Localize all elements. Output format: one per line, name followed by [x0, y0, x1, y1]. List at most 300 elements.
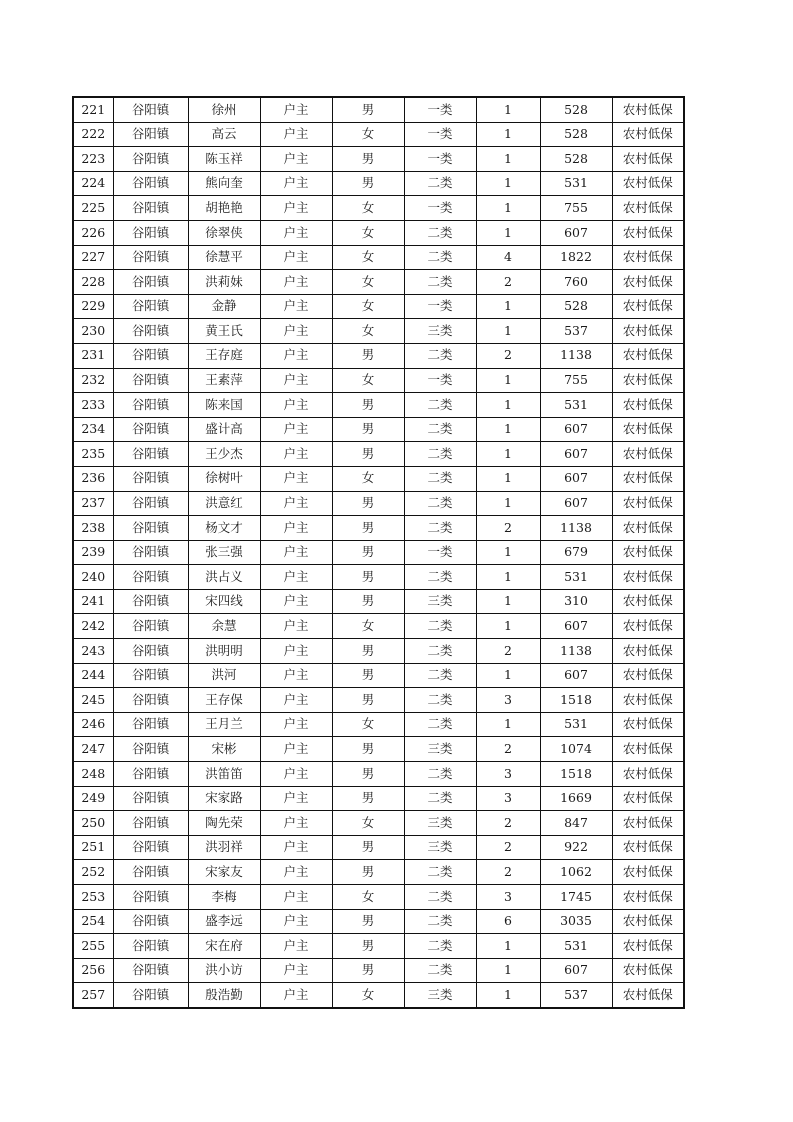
cell-relation: 户主: [260, 540, 332, 565]
table-row: [73, 196, 684, 221]
table-body: [73, 97, 684, 1008]
cell-name: 洪笛笛: [188, 762, 260, 787]
cell-amount: 1138: [540, 343, 612, 368]
cell-relation: 户主: [260, 639, 332, 664]
cell-serial-number: 250: [73, 811, 113, 836]
cell-town: 谷阳镇: [113, 614, 188, 639]
cell-town: 谷阳镇: [113, 565, 188, 590]
cell-serial-number: 239: [73, 540, 113, 565]
cell-amount: 531: [540, 565, 612, 590]
cell-aid-type: 农村低保: [612, 147, 684, 172]
cell-town: 谷阳镇: [113, 983, 188, 1008]
cell-category: 二类: [404, 614, 476, 639]
cell-category: 三类: [404, 811, 476, 836]
cell-household-size: 1: [476, 294, 540, 319]
cell-gender: 男: [332, 565, 404, 590]
cell-gender: 女: [332, 294, 404, 319]
cell-name: 洪明明: [188, 639, 260, 664]
cell-category: 一类: [404, 122, 476, 147]
cell-household-size: 2: [476, 737, 540, 762]
cell-gender: 女: [332, 614, 404, 639]
cell-town: 谷阳镇: [113, 319, 188, 344]
cell-relation: 户主: [260, 270, 332, 295]
cell-name: 徐树叶: [188, 466, 260, 491]
cell-relation: 户主: [260, 97, 332, 122]
cell-town: 谷阳镇: [113, 122, 188, 147]
table-row: [73, 466, 684, 491]
cell-aid-type: 农村低保: [612, 663, 684, 688]
cell-gender: 女: [332, 196, 404, 221]
cell-serial-number: 224: [73, 171, 113, 196]
cell-household-size: 1: [476, 417, 540, 442]
cell-category: 二类: [404, 442, 476, 467]
cell-category: 三类: [404, 835, 476, 860]
cell-gender: 女: [332, 270, 404, 295]
cell-serial-number: 248: [73, 762, 113, 787]
cell-serial-number: 222: [73, 122, 113, 147]
cell-gender: 男: [332, 958, 404, 983]
cell-category: 二类: [404, 663, 476, 688]
table-row: [73, 270, 684, 295]
cell-town: 谷阳镇: [113, 934, 188, 959]
cell-category: 三类: [404, 589, 476, 614]
cell-name: 王存保: [188, 688, 260, 713]
cell-category: 二类: [404, 220, 476, 245]
table-row: [73, 958, 684, 983]
cell-household-size: 1: [476, 171, 540, 196]
cell-gender: 男: [332, 934, 404, 959]
cell-household-size: 6: [476, 909, 540, 934]
cell-name: 陶先荣: [188, 811, 260, 836]
table-row: [73, 589, 684, 614]
cell-gender: 女: [332, 712, 404, 737]
cell-aid-type: 农村低保: [612, 885, 684, 910]
cell-household-size: 1: [476, 565, 540, 590]
cell-household-size: 2: [476, 811, 540, 836]
cell-aid-type: 农村低保: [612, 220, 684, 245]
cell-household-size: 1: [476, 122, 540, 147]
cell-serial-number: 230: [73, 319, 113, 344]
cell-gender: 男: [332, 442, 404, 467]
cell-amount: 1138: [540, 639, 612, 664]
cell-relation: 户主: [260, 466, 332, 491]
cell-aid-type: 农村低保: [612, 171, 684, 196]
cell-amount: 607: [540, 958, 612, 983]
cell-amount: 1669: [540, 786, 612, 811]
cell-amount: 755: [540, 368, 612, 393]
cell-category: 二类: [404, 762, 476, 787]
cell-gender: 女: [332, 245, 404, 270]
cell-serial-number: 243: [73, 639, 113, 664]
cell-town: 谷阳镇: [113, 220, 188, 245]
cell-name: 洪占义: [188, 565, 260, 590]
table-row: [73, 97, 684, 122]
table-row: [73, 319, 684, 344]
cell-name: 洪羽祥: [188, 835, 260, 860]
cell-name: 殷浩勤: [188, 983, 260, 1008]
cell-category: 二类: [404, 417, 476, 442]
table-row: [73, 835, 684, 860]
cell-serial-number: 238: [73, 516, 113, 541]
cell-serial-number: 234: [73, 417, 113, 442]
cell-aid-type: 农村低保: [612, 860, 684, 885]
cell-amount: 531: [540, 171, 612, 196]
cell-household-size: 4: [476, 245, 540, 270]
cell-category: 二类: [404, 958, 476, 983]
cell-serial-number: 226: [73, 220, 113, 245]
cell-gender: 男: [332, 737, 404, 762]
table-row: [73, 639, 684, 664]
cell-aid-type: 农村低保: [612, 270, 684, 295]
cell-aid-type: 农村低保: [612, 245, 684, 270]
cell-name: 盛李远: [188, 909, 260, 934]
cell-serial-number: 229: [73, 294, 113, 319]
cell-serial-number: 227: [73, 245, 113, 270]
cell-category: 三类: [404, 983, 476, 1008]
cell-aid-type: 农村低保: [612, 516, 684, 541]
cell-aid-type: 农村低保: [612, 393, 684, 418]
cell-town: 谷阳镇: [113, 417, 188, 442]
cell-name: 王少杰: [188, 442, 260, 467]
cell-town: 谷阳镇: [113, 835, 188, 860]
cell-relation: 户主: [260, 417, 332, 442]
cell-town: 谷阳镇: [113, 860, 188, 885]
cell-serial-number: 249: [73, 786, 113, 811]
cell-category: 一类: [404, 368, 476, 393]
cell-household-size: 3: [476, 762, 540, 787]
cell-amount: 1822: [540, 245, 612, 270]
table-row: [73, 614, 684, 639]
cell-category: 一类: [404, 97, 476, 122]
cell-gender: 男: [332, 147, 404, 172]
cell-relation: 户主: [260, 811, 332, 836]
cell-serial-number: 252: [73, 860, 113, 885]
table-row: [73, 786, 684, 811]
cell-name: 徐慧平: [188, 245, 260, 270]
cell-name: 余慧: [188, 614, 260, 639]
cell-category: 二类: [404, 909, 476, 934]
cell-category: 一类: [404, 540, 476, 565]
cell-aid-type: 农村低保: [612, 417, 684, 442]
cell-amount: 531: [540, 712, 612, 737]
cell-aid-type: 农村低保: [612, 589, 684, 614]
cell-aid-type: 农村低保: [612, 343, 684, 368]
cell-aid-type: 农村低保: [612, 811, 684, 836]
cell-town: 谷阳镇: [113, 958, 188, 983]
cell-relation: 户主: [260, 688, 332, 713]
cell-name: 胡艳艳: [188, 196, 260, 221]
cell-aid-type: 农村低保: [612, 639, 684, 664]
cell-relation: 户主: [260, 712, 332, 737]
cell-gender: 男: [332, 589, 404, 614]
cell-household-size: 1: [476, 466, 540, 491]
cell-town: 谷阳镇: [113, 639, 188, 664]
cell-name: 宋家路: [188, 786, 260, 811]
cell-aid-type: 农村低保: [612, 491, 684, 516]
cell-relation: 户主: [260, 147, 332, 172]
cell-household-size: 1: [476, 393, 540, 418]
cell-gender: 男: [332, 762, 404, 787]
cell-aid-type: 农村低保: [612, 983, 684, 1008]
table-row: [73, 220, 684, 245]
cell-category: 二类: [404, 270, 476, 295]
cell-aid-type: 农村低保: [612, 294, 684, 319]
cell-relation: 户主: [260, 663, 332, 688]
cell-category: 二类: [404, 860, 476, 885]
cell-category: 一类: [404, 294, 476, 319]
cell-amount: 531: [540, 393, 612, 418]
cell-relation: 户主: [260, 860, 332, 885]
cell-serial-number: 244: [73, 663, 113, 688]
cell-relation: 户主: [260, 737, 332, 762]
cell-amount: 528: [540, 122, 612, 147]
cell-household-size: 3: [476, 688, 540, 713]
table-row: [73, 712, 684, 737]
cell-household-size: 1: [476, 983, 540, 1008]
cell-gender: 男: [332, 393, 404, 418]
cell-household-size: 1: [476, 147, 540, 172]
cell-amount: 1074: [540, 737, 612, 762]
cell-name: 王月兰: [188, 712, 260, 737]
cell-name: 洪河: [188, 663, 260, 688]
table-row: [73, 737, 684, 762]
cell-relation: 户主: [260, 983, 332, 1008]
cell-aid-type: 农村低保: [612, 958, 684, 983]
cell-name: 杨文才: [188, 516, 260, 541]
cell-gender: 女: [332, 811, 404, 836]
cell-serial-number: 233: [73, 393, 113, 418]
table-row: [73, 540, 684, 565]
cell-name: 盛计高: [188, 417, 260, 442]
cell-amount: 922: [540, 835, 612, 860]
cell-name: 黄王氏: [188, 319, 260, 344]
cell-serial-number: 256: [73, 958, 113, 983]
cell-relation: 户主: [260, 220, 332, 245]
cell-serial-number: 223: [73, 147, 113, 172]
cell-town: 谷阳镇: [113, 343, 188, 368]
cell-amount: 755: [540, 196, 612, 221]
cell-gender: 男: [332, 688, 404, 713]
cell-gender: 男: [332, 663, 404, 688]
table-row: [73, 663, 684, 688]
cell-town: 谷阳镇: [113, 147, 188, 172]
cell-amount: 1518: [540, 688, 612, 713]
cell-relation: 户主: [260, 368, 332, 393]
cell-town: 谷阳镇: [113, 786, 188, 811]
cell-relation: 户主: [260, 565, 332, 590]
cell-category: 二类: [404, 343, 476, 368]
cell-town: 谷阳镇: [113, 442, 188, 467]
cell-gender: 女: [332, 319, 404, 344]
table-row: [73, 147, 684, 172]
cell-town: 谷阳镇: [113, 540, 188, 565]
table-row: [73, 983, 684, 1008]
cell-gender: 男: [332, 491, 404, 516]
cell-amount: 528: [540, 294, 612, 319]
table-row: [73, 294, 684, 319]
cell-name: 徐翠侠: [188, 220, 260, 245]
cell-town: 谷阳镇: [113, 171, 188, 196]
cell-relation: 户主: [260, 786, 332, 811]
cell-category: 二类: [404, 516, 476, 541]
cell-household-size: 3: [476, 885, 540, 910]
cell-town: 谷阳镇: [113, 737, 188, 762]
cell-relation: 户主: [260, 122, 332, 147]
cell-serial-number: 242: [73, 614, 113, 639]
cell-household-size: 1: [476, 614, 540, 639]
cell-category: 三类: [404, 737, 476, 762]
cell-town: 谷阳镇: [113, 589, 188, 614]
table-row: [73, 885, 684, 910]
cell-name: 陈玉祥: [188, 147, 260, 172]
cell-aid-type: 农村低保: [612, 762, 684, 787]
cell-aid-type: 农村低保: [612, 97, 684, 122]
cell-town: 谷阳镇: [113, 491, 188, 516]
cell-relation: 户主: [260, 934, 332, 959]
cell-gender: 男: [332, 860, 404, 885]
table-row: [73, 122, 684, 147]
cell-serial-number: 246: [73, 712, 113, 737]
cell-amount: 847: [540, 811, 612, 836]
cell-amount: 607: [540, 417, 612, 442]
cell-town: 谷阳镇: [113, 516, 188, 541]
cell-gender: 女: [332, 983, 404, 1008]
cell-category: 三类: [404, 319, 476, 344]
cell-aid-type: 农村低保: [612, 442, 684, 467]
cell-aid-type: 农村低保: [612, 614, 684, 639]
cell-gender: 男: [332, 639, 404, 664]
cell-household-size: 1: [476, 540, 540, 565]
aid-recipient-table: [72, 96, 685, 1009]
cell-serial-number: 225: [73, 196, 113, 221]
cell-town: 谷阳镇: [113, 294, 188, 319]
cell-category: 二类: [404, 245, 476, 270]
cell-category: 一类: [404, 147, 476, 172]
table-row: [73, 368, 684, 393]
cell-relation: 户主: [260, 614, 332, 639]
cell-amount: 760: [540, 270, 612, 295]
cell-aid-type: 农村低保: [612, 909, 684, 934]
cell-household-size: 1: [476, 97, 540, 122]
cell-name: 张三强: [188, 540, 260, 565]
cell-gender: 男: [332, 516, 404, 541]
cell-aid-type: 农村低保: [612, 786, 684, 811]
table-row: [73, 393, 684, 418]
cell-name: 宋家友: [188, 860, 260, 885]
table-row: [73, 934, 684, 959]
cell-amount: 607: [540, 614, 612, 639]
cell-serial-number: 245: [73, 688, 113, 713]
cell-serial-number: 237: [73, 491, 113, 516]
cell-household-size: 1: [476, 491, 540, 516]
cell-name: 宋彬: [188, 737, 260, 762]
table-row: [73, 171, 684, 196]
table-row: [73, 565, 684, 590]
cell-gender: 男: [332, 786, 404, 811]
cell-name: 李梅: [188, 885, 260, 910]
cell-household-size: 2: [476, 343, 540, 368]
cell-amount: 607: [540, 466, 612, 491]
cell-aid-type: 农村低保: [612, 688, 684, 713]
cell-relation: 户主: [260, 393, 332, 418]
table-row: [73, 688, 684, 713]
cell-relation: 户主: [260, 835, 332, 860]
cell-category: 二类: [404, 491, 476, 516]
cell-household-size: 1: [476, 589, 540, 614]
cell-aid-type: 农村低保: [612, 196, 684, 221]
cell-category: 二类: [404, 393, 476, 418]
cell-relation: 户主: [260, 885, 332, 910]
cell-household-size: 2: [476, 835, 540, 860]
cell-relation: 户主: [260, 909, 332, 934]
cell-town: 谷阳镇: [113, 270, 188, 295]
cell-category: 二类: [404, 565, 476, 590]
cell-amount: 528: [540, 147, 612, 172]
cell-aid-type: 农村低保: [612, 368, 684, 393]
cell-household-size: 1: [476, 958, 540, 983]
cell-relation: 户主: [260, 491, 332, 516]
cell-category: 一类: [404, 196, 476, 221]
cell-town: 谷阳镇: [113, 663, 188, 688]
cell-gender: 女: [332, 122, 404, 147]
cell-serial-number: 253: [73, 885, 113, 910]
cell-name: 洪莉妹: [188, 270, 260, 295]
cell-household-size: 2: [476, 639, 540, 664]
cell-gender: 女: [332, 466, 404, 491]
cell-amount: 607: [540, 663, 612, 688]
cell-aid-type: 农村低保: [612, 712, 684, 737]
cell-aid-type: 农村低保: [612, 319, 684, 344]
cell-amount: 1518: [540, 762, 612, 787]
cell-household-size: 1: [476, 368, 540, 393]
cell-town: 谷阳镇: [113, 97, 188, 122]
cell-serial-number: 255: [73, 934, 113, 959]
cell-aid-type: 农村低保: [612, 540, 684, 565]
cell-household-size: 1: [476, 220, 540, 245]
cell-gender: 男: [332, 171, 404, 196]
cell-name: 徐州: [188, 97, 260, 122]
cell-name: 金静: [188, 294, 260, 319]
cell-serial-number: 241: [73, 589, 113, 614]
cell-relation: 户主: [260, 196, 332, 221]
cell-household-size: 2: [476, 270, 540, 295]
cell-serial-number: 228: [73, 270, 113, 295]
cell-name: 陈来国: [188, 393, 260, 418]
cell-aid-type: 农村低保: [612, 934, 684, 959]
cell-serial-number: 232: [73, 368, 113, 393]
cell-category: 二类: [404, 171, 476, 196]
table-row: [73, 343, 684, 368]
cell-household-size: 1: [476, 196, 540, 221]
cell-relation: 户主: [260, 958, 332, 983]
cell-amount: 1138: [540, 516, 612, 541]
cell-amount: 607: [540, 442, 612, 467]
cell-town: 谷阳镇: [113, 762, 188, 787]
cell-relation: 户主: [260, 442, 332, 467]
cell-gender: 男: [332, 343, 404, 368]
table-row: [73, 442, 684, 467]
cell-household-size: 2: [476, 516, 540, 541]
cell-category: 二类: [404, 688, 476, 713]
cell-household-size: 1: [476, 442, 540, 467]
cell-category: 二类: [404, 712, 476, 737]
cell-relation: 户主: [260, 343, 332, 368]
cell-amount: 3035: [540, 909, 612, 934]
cell-household-size: 3: [476, 786, 540, 811]
cell-amount: 1062: [540, 860, 612, 885]
cell-name: 宋四线: [188, 589, 260, 614]
cell-amount: 537: [540, 983, 612, 1008]
